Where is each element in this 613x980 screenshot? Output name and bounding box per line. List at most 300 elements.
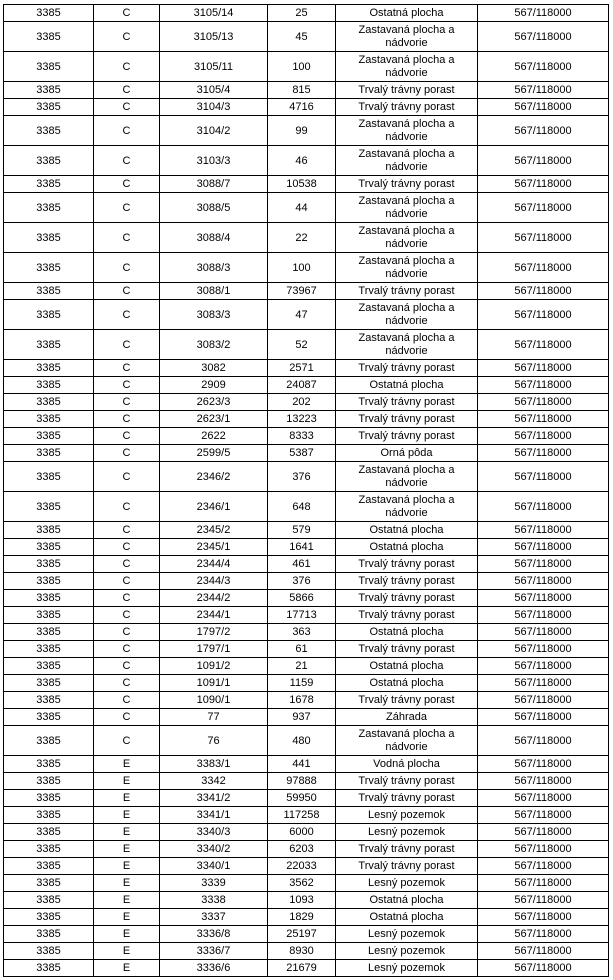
table-cell-land-use: Ostatná plocha: [336, 377, 478, 394]
table-cell-register: C: [94, 428, 160, 445]
table-row: [4, 624, 609, 641]
table-cell-area: 21679: [268, 960, 336, 977]
table-cell-parcel-number: 3104/3: [160, 99, 268, 116]
table-cell-land-use: Ostatná plocha: [336, 658, 478, 675]
table-cell-area: 8930: [268, 943, 336, 960]
table-cell-share: 567/118000: [478, 445, 609, 462]
table-row: [4, 223, 609, 253]
table-cell-area: 1829: [268, 909, 336, 926]
table-cell-parcel-number: 3083/2: [160, 330, 268, 360]
table-cell-parcel-number: 3088/5: [160, 193, 268, 223]
table-cell-share: 567/118000: [478, 790, 609, 807]
table-cell-land-use: Trvalý trávny porast: [336, 773, 478, 790]
table-cell-parcel-number: 3336/7: [160, 943, 268, 960]
table-cell-area: 376: [268, 462, 336, 492]
table-cell-share: 567/118000: [478, 692, 609, 709]
table-cell-register: E: [94, 875, 160, 892]
table-cell-share: 567/118000: [478, 330, 609, 360]
table-cell-land-use: Trvalý trávny porast: [336, 790, 478, 807]
table-cell-share: 567/118000: [478, 5, 609, 22]
table-cell-register: C: [94, 522, 160, 539]
table-row: [4, 428, 609, 445]
table-cell-parcel-number: 2344/2: [160, 590, 268, 607]
table-cell-area: 61: [268, 641, 336, 658]
table-cell-lv-number: 3385: [4, 875, 94, 892]
table-cell-parcel-number: 3103/3: [160, 146, 268, 176]
table-cell-register: C: [94, 116, 160, 146]
table-cell-lv-number: 3385: [4, 773, 94, 790]
table-cell-land-use: Trvalý trávny porast: [336, 99, 478, 116]
table-cell-lv-number: 3385: [4, 377, 94, 394]
table-cell-area: 52: [268, 330, 336, 360]
table-cell-land-use: Trvalý trávny porast: [336, 411, 478, 428]
table-cell-lv-number: 3385: [4, 492, 94, 522]
table-cell-area: 3562: [268, 875, 336, 892]
table-cell-lv-number: 3385: [4, 573, 94, 590]
table-row: [4, 22, 609, 52]
table-cell-share: 567/118000: [478, 573, 609, 590]
table-cell-parcel-number: 3083/3: [160, 300, 268, 330]
table-cell-area: 46: [268, 146, 336, 176]
table-cell-area: 461: [268, 556, 336, 573]
table-row: [4, 607, 609, 624]
table-cell-share: 567/118000: [478, 709, 609, 726]
table-cell-parcel-number: 3082: [160, 360, 268, 377]
table-cell-area: 202: [268, 394, 336, 411]
table-cell-lv-number: 3385: [4, 445, 94, 462]
table-cell-area: 100: [268, 52, 336, 82]
table-cell-area: 363: [268, 624, 336, 641]
table-cell-lv-number: 3385: [4, 411, 94, 428]
table-cell-land-use: Vodná plocha: [336, 756, 478, 773]
table-cell-share: 567/118000: [478, 492, 609, 522]
table-cell-lv-number: 3385: [4, 709, 94, 726]
table-cell-share: 567/118000: [478, 360, 609, 377]
table-cell-area: 1678: [268, 692, 336, 709]
table-cell-share: 567/118000: [478, 428, 609, 445]
table-row: [4, 590, 609, 607]
table-cell-register: C: [94, 82, 160, 99]
table-cell-land-use: Ostatná plocha: [336, 5, 478, 22]
table-row: [4, 824, 609, 841]
table-cell-area: 25: [268, 5, 336, 22]
table-cell-land-use: Ostatná plocha: [336, 624, 478, 641]
table-cell-register: C: [94, 675, 160, 692]
table-cell-land-use: Zastavaná plocha a nádvorie: [336, 22, 478, 52]
table-cell-land-use: Ostatná plocha: [336, 909, 478, 926]
table-cell-parcel-number: 2344/3: [160, 573, 268, 590]
table-cell-register: E: [94, 841, 160, 858]
table-cell-share: 567/118000: [478, 807, 609, 824]
table-row: [4, 773, 609, 790]
table-row: [4, 193, 609, 223]
table-cell-area: 45: [268, 22, 336, 52]
table-cell-parcel-number: 3336/8: [160, 926, 268, 943]
table-cell-parcel-number: 2344/1: [160, 607, 268, 624]
table-cell-area: 376: [268, 573, 336, 590]
table-cell-register: C: [94, 223, 160, 253]
table-row: [4, 658, 609, 675]
table-cell-share: 567/118000: [478, 841, 609, 858]
table-row: [4, 892, 609, 909]
table-row: [4, 116, 609, 146]
table-cell-register: C: [94, 176, 160, 193]
table-cell-land-use: Lesný pozemok: [336, 960, 478, 977]
table-cell-share: 567/118000: [478, 82, 609, 99]
table-cell-land-use: Trvalý trávny porast: [336, 607, 478, 624]
table-cell-land-use: Ostatná plocha: [336, 522, 478, 539]
table-row: [4, 675, 609, 692]
table-cell-parcel-number: 3340/3: [160, 824, 268, 841]
table-row: [4, 692, 609, 709]
table-cell-area: 815: [268, 82, 336, 99]
table-cell-parcel-number: 2346/1: [160, 492, 268, 522]
table-cell-register: C: [94, 624, 160, 641]
table-row: [4, 99, 609, 116]
table-cell-area: 1159: [268, 675, 336, 692]
table-cell-area: 100: [268, 253, 336, 283]
table-cell-share: 567/118000: [478, 607, 609, 624]
table-cell-parcel-number: 3340/2: [160, 841, 268, 858]
table-cell-parcel-number: 1090/1: [160, 692, 268, 709]
table-cell-lv-number: 3385: [4, 52, 94, 82]
table-cell-area: 99: [268, 116, 336, 146]
table-cell-lv-number: 3385: [4, 692, 94, 709]
table-cell-lv-number: 3385: [4, 99, 94, 116]
table-cell-register: E: [94, 960, 160, 977]
table-row: [4, 146, 609, 176]
table-cell-lv-number: 3385: [4, 756, 94, 773]
table-cell-area: 10538: [268, 176, 336, 193]
table-cell-parcel-number: 2344/4: [160, 556, 268, 573]
table-cell-land-use: Trvalý trávny porast: [336, 394, 478, 411]
table-cell-area: 937: [268, 709, 336, 726]
table-cell-parcel-number: 3338: [160, 892, 268, 909]
table-row: [4, 943, 609, 960]
table-cell-share: 567/118000: [478, 253, 609, 283]
table-cell-register: C: [94, 411, 160, 428]
table-cell-lv-number: 3385: [4, 360, 94, 377]
table-cell-area: 648: [268, 492, 336, 522]
table-cell-share: 567/118000: [478, 675, 609, 692]
table-cell-land-use: Zastavaná plocha a nádvorie: [336, 726, 478, 756]
table-cell-lv-number: 3385: [4, 428, 94, 445]
table-row: [4, 573, 609, 590]
table-cell-register: C: [94, 462, 160, 492]
table-cell-register: C: [94, 99, 160, 116]
table-cell-share: 567/118000: [478, 773, 609, 790]
table-cell-lv-number: 3385: [4, 223, 94, 253]
table-cell-area: 6000: [268, 824, 336, 841]
table-row: [4, 790, 609, 807]
table-cell-area: 21: [268, 658, 336, 675]
table-cell-land-use: Lesný pozemok: [336, 824, 478, 841]
table-cell-area: 1093: [268, 892, 336, 909]
table-cell-register: C: [94, 283, 160, 300]
table-cell-share: 567/118000: [478, 193, 609, 223]
table-cell-land-use: Trvalý trávny porast: [336, 590, 478, 607]
table-cell-land-use: Zastavaná plocha a nádvorie: [336, 300, 478, 330]
table-cell-register: C: [94, 726, 160, 756]
table-row: [4, 522, 609, 539]
table-row: [4, 641, 609, 658]
table-cell-parcel-number: 3341/2: [160, 790, 268, 807]
table-cell-parcel-number: 3337: [160, 909, 268, 926]
table-cell-register: E: [94, 858, 160, 875]
table-cell-parcel-number: 2346/2: [160, 462, 268, 492]
table-cell-area: 47: [268, 300, 336, 330]
table-cell-lv-number: 3385: [4, 841, 94, 858]
table-row: [4, 411, 609, 428]
table-cell-area: 480: [268, 726, 336, 756]
table-cell-register: E: [94, 892, 160, 909]
table-cell-lv-number: 3385: [4, 300, 94, 330]
table-cell-parcel-number: 3339: [160, 875, 268, 892]
land-registry-parcel-table: [3, 4, 609, 977]
table-cell-share: 567/118000: [478, 22, 609, 52]
table-row: [4, 52, 609, 82]
table-body: [4, 5, 609, 977]
table-cell-lv-number: 3385: [4, 790, 94, 807]
table-row: [4, 492, 609, 522]
table-row: [4, 394, 609, 411]
table-cell-land-use: Trvalý trávny porast: [336, 428, 478, 445]
table-cell-lv-number: 3385: [4, 5, 94, 22]
table-cell-land-use: Zastavaná plocha a nádvorie: [336, 146, 478, 176]
table-cell-area: 117258: [268, 807, 336, 824]
table-cell-lv-number: 3385: [4, 926, 94, 943]
table-row: [4, 5, 609, 22]
table-row: [4, 462, 609, 492]
table-cell-lv-number: 3385: [4, 824, 94, 841]
table-cell-parcel-number: 3105/11: [160, 52, 268, 82]
table-cell-register: C: [94, 394, 160, 411]
table-cell-lv-number: 3385: [4, 22, 94, 52]
table-cell-share: 567/118000: [478, 522, 609, 539]
table-cell-land-use: Zastavaná plocha a nádvorie: [336, 492, 478, 522]
table-cell-land-use: Trvalý trávny porast: [336, 841, 478, 858]
table-cell-lv-number: 3385: [4, 943, 94, 960]
table-cell-register: C: [94, 146, 160, 176]
table-cell-area: 22: [268, 223, 336, 253]
table-cell-lv-number: 3385: [4, 675, 94, 692]
table-cell-register: E: [94, 943, 160, 960]
table-cell-share: 567/118000: [478, 146, 609, 176]
table-cell-parcel-number: 2345/2: [160, 522, 268, 539]
table-cell-register: C: [94, 360, 160, 377]
table-cell-register: C: [94, 590, 160, 607]
table-cell-register: C: [94, 709, 160, 726]
table-cell-lv-number: 3385: [4, 539, 94, 556]
table-cell-share: 567/118000: [478, 52, 609, 82]
table-cell-register: E: [94, 909, 160, 926]
table-cell-share: 567/118000: [478, 411, 609, 428]
table-row: [4, 330, 609, 360]
table-cell-lv-number: 3385: [4, 726, 94, 756]
table-cell-register: C: [94, 5, 160, 22]
table-cell-area: 59950: [268, 790, 336, 807]
table-cell-register: E: [94, 824, 160, 841]
table-cell-parcel-number: 2623/3: [160, 394, 268, 411]
table-cell-register: C: [94, 692, 160, 709]
table-cell-parcel-number: 2623/1: [160, 411, 268, 428]
table-row: [4, 875, 609, 892]
table-row: [4, 176, 609, 193]
table-cell-area: 441: [268, 756, 336, 773]
table-cell-land-use: Zastavaná plocha a nádvorie: [336, 52, 478, 82]
table-cell-register: C: [94, 539, 160, 556]
table-cell-parcel-number: 3336/6: [160, 960, 268, 977]
table-cell-register: C: [94, 300, 160, 330]
table-cell-register: C: [94, 22, 160, 52]
table-cell-lv-number: 3385: [4, 176, 94, 193]
table-cell-lv-number: 3385: [4, 283, 94, 300]
table-cell-share: 567/118000: [478, 756, 609, 773]
table-cell-lv-number: 3385: [4, 658, 94, 675]
table-row: [4, 377, 609, 394]
table-cell-share: 567/118000: [478, 462, 609, 492]
table-cell-parcel-number: 1091/2: [160, 658, 268, 675]
table-cell-lv-number: 3385: [4, 462, 94, 492]
table-cell-lv-number: 3385: [4, 960, 94, 977]
table-cell-share: 567/118000: [478, 875, 609, 892]
table-cell-land-use: Lesný pozemok: [336, 807, 478, 824]
table-cell-land-use: Zastavaná plocha a nádvorie: [336, 253, 478, 283]
table-cell-area: 5387: [268, 445, 336, 462]
table-cell-land-use: Záhrada: [336, 709, 478, 726]
table-cell-register: C: [94, 193, 160, 223]
table-row: [4, 709, 609, 726]
table-cell-land-use: Orná pôda: [336, 445, 478, 462]
table-cell-lv-number: 3385: [4, 330, 94, 360]
table-row: [4, 726, 609, 756]
table-cell-register: C: [94, 445, 160, 462]
table-cell-register: E: [94, 807, 160, 824]
table-cell-share: 567/118000: [478, 116, 609, 146]
table-cell-parcel-number: 1091/1: [160, 675, 268, 692]
table-row: [4, 556, 609, 573]
table-cell-register: C: [94, 492, 160, 522]
table-cell-register: C: [94, 607, 160, 624]
table-cell-lv-number: 3385: [4, 607, 94, 624]
table-cell-lv-number: 3385: [4, 892, 94, 909]
table-cell-land-use: Trvalý trávny porast: [336, 360, 478, 377]
table-cell-land-use: Trvalý trávny porast: [336, 641, 478, 658]
table-cell-lv-number: 3385: [4, 253, 94, 283]
table-row: [4, 253, 609, 283]
table-cell-parcel-number: 3088/7: [160, 176, 268, 193]
table-cell-share: 567/118000: [478, 590, 609, 607]
table-cell-lv-number: 3385: [4, 807, 94, 824]
table-cell-share: 567/118000: [478, 223, 609, 253]
table-cell-lv-number: 3385: [4, 624, 94, 641]
table-cell-parcel-number: 77: [160, 709, 268, 726]
table-row: [4, 926, 609, 943]
table-cell-area: 2571: [268, 360, 336, 377]
table-cell-share: 567/118000: [478, 176, 609, 193]
table-cell-land-use: Lesný pozemok: [336, 926, 478, 943]
table-cell-parcel-number: 3341/1: [160, 807, 268, 824]
table-cell-share: 567/118000: [478, 283, 609, 300]
table-cell-share: 567/118000: [478, 658, 609, 675]
table-cell-parcel-number: 76: [160, 726, 268, 756]
table-cell-parcel-number: 3342: [160, 773, 268, 790]
table-cell-parcel-number: 3105/4: [160, 82, 268, 99]
table-row: [4, 539, 609, 556]
table-cell-lv-number: 3385: [4, 590, 94, 607]
table-cell-share: 567/118000: [478, 943, 609, 960]
table-cell-land-use: Ostatná plocha: [336, 539, 478, 556]
table-cell-register: E: [94, 756, 160, 773]
table-cell-land-use: Zastavaná plocha a nádvorie: [336, 193, 478, 223]
table-row: [4, 960, 609, 977]
table-cell-lv-number: 3385: [4, 909, 94, 926]
table-cell-register: C: [94, 641, 160, 658]
table-cell-land-use: Lesný pozemok: [336, 875, 478, 892]
table-cell-lv-number: 3385: [4, 146, 94, 176]
table-cell-lv-number: 3385: [4, 858, 94, 875]
table-cell-area: 22033: [268, 858, 336, 875]
table-cell-land-use: Zastavaná plocha a nádvorie: [336, 116, 478, 146]
table-cell-parcel-number: 3088/3: [160, 253, 268, 283]
table-cell-share: 567/118000: [478, 926, 609, 943]
table-cell-share: 567/118000: [478, 960, 609, 977]
table-cell-area: 6203: [268, 841, 336, 858]
table-cell-share: 567/118000: [478, 892, 609, 909]
table-cell-register: E: [94, 926, 160, 943]
table-cell-parcel-number: 1797/1: [160, 641, 268, 658]
table-row: [4, 300, 609, 330]
table-row: [4, 807, 609, 824]
table-row: [4, 841, 609, 858]
table-cell-register: C: [94, 556, 160, 573]
table-row: [4, 283, 609, 300]
table-cell-share: 567/118000: [478, 624, 609, 641]
table-cell-land-use: Ostatná plocha: [336, 892, 478, 909]
table-cell-parcel-number: 3340/1: [160, 858, 268, 875]
table-cell-area: 579: [268, 522, 336, 539]
table-cell-land-use: Trvalý trávny porast: [336, 82, 478, 99]
table-cell-land-use: Zastavaná plocha a nádvorie: [336, 462, 478, 492]
table-cell-area: 24087: [268, 377, 336, 394]
table-cell-area: 5866: [268, 590, 336, 607]
table-cell-land-use: Ostatná plocha: [336, 675, 478, 692]
table-cell-share: 567/118000: [478, 300, 609, 330]
table-cell-parcel-number: 3383/1: [160, 756, 268, 773]
table-cell-parcel-number: 3105/13: [160, 22, 268, 52]
table-cell-area: 73967: [268, 283, 336, 300]
table-cell-register: E: [94, 773, 160, 790]
table-cell-parcel-number: 2599/5: [160, 445, 268, 462]
table-cell-area: 17713: [268, 607, 336, 624]
table-cell-parcel-number: 3105/14: [160, 5, 268, 22]
table-cell-area: 97888: [268, 773, 336, 790]
table-cell-area: 44: [268, 193, 336, 223]
table-cell-parcel-number: 3104/2: [160, 116, 268, 146]
table-cell-share: 567/118000: [478, 726, 609, 756]
table-cell-share: 567/118000: [478, 539, 609, 556]
table-cell-lv-number: 3385: [4, 116, 94, 146]
table-cell-register: C: [94, 52, 160, 82]
table-cell-lv-number: 3385: [4, 556, 94, 573]
table-cell-share: 567/118000: [478, 824, 609, 841]
table-cell-area: 8333: [268, 428, 336, 445]
table-cell-parcel-number: 3088/4: [160, 223, 268, 253]
table-cell-register: C: [94, 330, 160, 360]
table-row: [4, 360, 609, 377]
table-cell-share: 567/118000: [478, 99, 609, 116]
table-row: [4, 756, 609, 773]
